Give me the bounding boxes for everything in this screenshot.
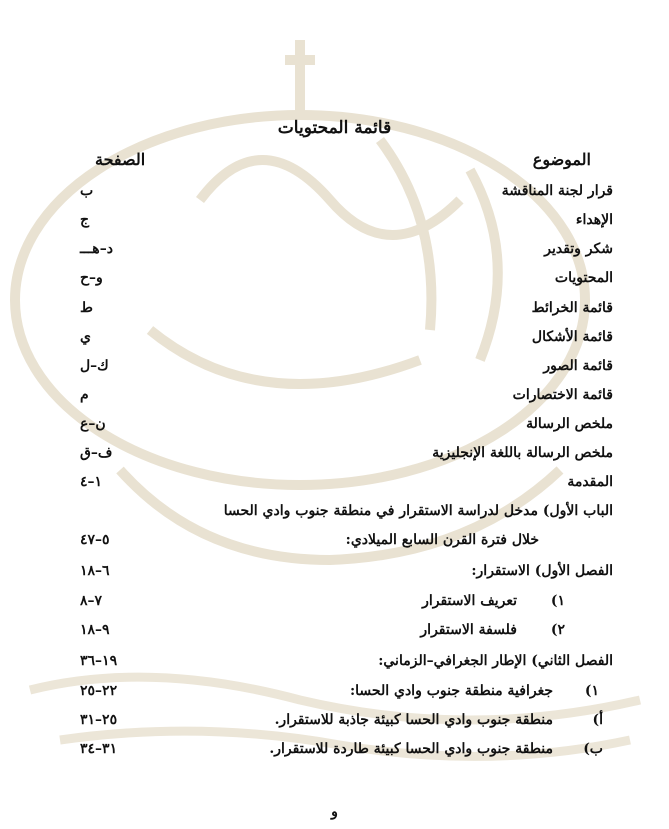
entry-topic: الفصل الأول) الاستقرار: [471,563,613,579]
entry-pages: ف–ق [80,445,113,461]
entry-pages: ٦–١٨ [80,563,110,579]
entry-pages: ج [80,212,90,228]
entry-pages: ب [80,183,94,199]
toc-entry [0,416,669,440]
entry-topic: فلسفة الاستقرار [420,622,517,638]
entry-pages: ٢٥–٣١ [80,712,118,728]
toc-entry [0,445,669,469]
entry-pages: ن–ع [80,416,106,432]
toc-entry [0,358,669,382]
entry-pages: ك–ل [80,358,109,374]
toc-title: قائمة المحتويات [277,118,392,138]
toc-entry [0,241,669,265]
toc-entry [0,270,669,294]
entry-topic: منطقة جنوب وادي الحسا كبيئة جاذبة للاستقرار. [274,712,553,728]
toc-entry [0,683,669,707]
entry-topic: المحتويات [554,270,613,286]
entry-topic: خلال فترة القرن السابع الميلادي: [345,532,539,548]
entry-marker: ٢) [550,622,565,638]
toc-entry [0,593,669,617]
page-number: و [331,804,338,820]
toc-entry [0,474,669,498]
entry-marker: ١) [584,683,599,699]
entry-topic: شكر وتقدير [544,241,613,257]
entry-topic: قائمة الاختصارات [512,387,613,403]
toc-entry [0,329,669,353]
entry-pages: ٩–١٨ [80,622,110,638]
entry-marker: أ) [592,712,603,728]
toc-entry [0,741,669,765]
toc-entry [0,563,669,587]
toc-entry [0,503,669,527]
toc-entry [0,387,669,411]
entry-topic: قائمة الأشكال [531,329,613,345]
entry-topic: الفصل الثاني) الإطار الجغرافي–الزماني: [378,653,613,669]
toc-entry [0,653,669,677]
entry-topic: قرار لجنة المناقشة [501,183,613,199]
entry-topic: قائمة الخرائط [531,300,613,316]
toc-entry [0,622,669,646]
entry-pages: ٥–٤٧ [80,532,110,548]
column-header-topic: الموضوع [532,150,591,169]
toc-entry [0,183,669,207]
entry-topic: الإهداء [575,212,613,228]
entry-marker: ب) [583,741,603,757]
entry-pages: د–هـــ [80,241,113,257]
toc-entry [0,532,669,556]
entry-pages: ٣١–٣٤ [80,741,118,757]
entry-pages: ي [80,329,91,345]
entry-topic: قائمة الصور [543,358,613,374]
entry-pages: م [80,387,89,403]
entry-topic: ملخص الرسالة [526,416,613,432]
entry-pages: و–ح [80,270,103,286]
entry-topic: ملخص الرسالة باللغة الإنجليزية [432,445,613,461]
entry-topic: الباب الأول) مدخل لدراسة الاستقرار في منطقة جنوب وادي الحسا [223,503,613,519]
entry-topic: المقدمة [567,474,613,490]
entry-topic: جغرافية منطقة جنوب وادي الحسا: [350,683,553,699]
toc-entry [0,300,669,324]
entry-topic: منطقة جنوب وادي الحسا كبيئة طاردة للاستقرار. [269,741,553,757]
entry-pages: ط [80,300,93,316]
entry-pages: ٧–٨ [80,593,103,609]
entry-pages: ٢٢–٢٥ [80,683,118,699]
entry-pages: ١–٤ [80,474,103,490]
column-header-page: الصفحة [95,150,146,169]
toc-entry [0,212,669,236]
entry-pages: ١٩–٣٦ [80,653,118,669]
entry-marker: ١) [550,593,565,609]
entry-topic: تعريف الاستقرار [422,593,517,609]
toc-entry [0,712,669,736]
